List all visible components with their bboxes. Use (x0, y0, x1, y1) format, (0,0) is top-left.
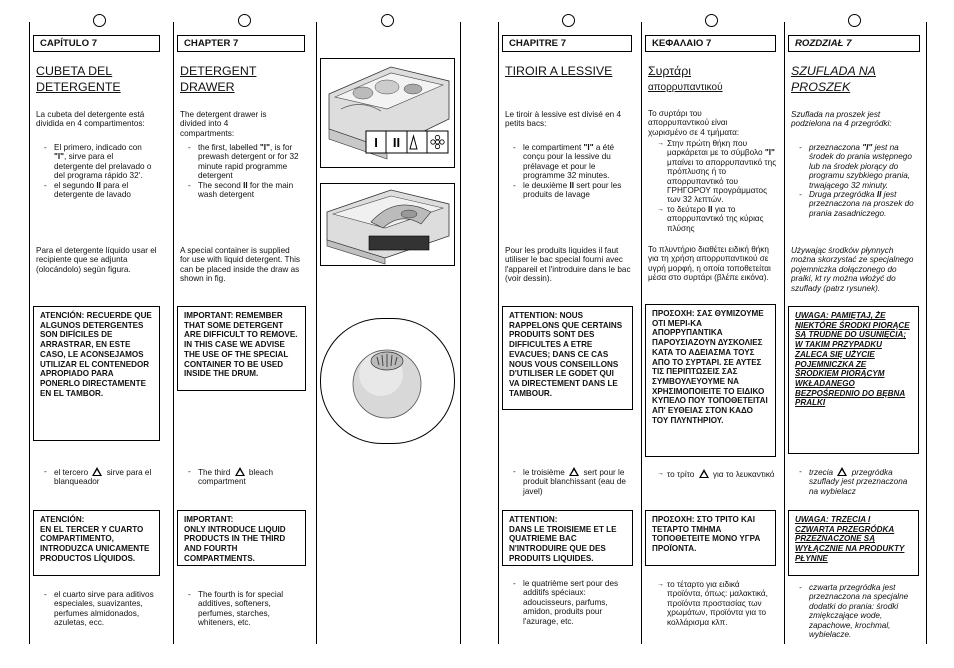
list-item: → το τρίτο για το λευκαντικό (657, 469, 775, 479)
bleach-triangle-icon (92, 467, 102, 476)
list-item: - le quatrième sert pour des additifs spéciaux: adoucisseurs, parfums, amidon, produits pour l'azurage, etc. (513, 579, 633, 626)
label-mainwash: II (392, 135, 401, 150)
warning-box: UWAGA: TRZECIA I CZWARTA PRZEGRÓDKA PRZEZNACZONE SĄ WYŁĄCZNIE NA PRODUKTY PŁYNNE (788, 510, 919, 576)
list-item: → το δεύτερο II για το απορρυπαντικό της κύριας πλύσης (657, 205, 777, 233)
compartment-list (657, 580, 775, 627)
compartment-list (513, 467, 635, 496)
list-item: - le troisième sert pour le produit blanchissant (eau de javel) (513, 467, 635, 496)
liquid-text: Pour les produits liquides il faut utiliser le bac special fourni avec l'appareil et l'introduire dans le bac (voir dessin). (505, 246, 631, 284)
column-rule (316, 22, 317, 644)
list-item: - el cuarto sirve para aditivos especiales, suavizantes, perfumes almidonados, azuletas, ecc. (44, 590, 160, 628)
column-rule (498, 22, 499, 644)
column-rule (460, 22, 461, 644)
column-polish (788, 0, 922, 668)
list-item: - The third bleach compartment (188, 467, 304, 487)
list-item: - The fourth is for special additives, softeners, perfumes, starches, whiteners, etc. (188, 590, 304, 628)
column-french (502, 0, 636, 668)
liquid-text: Para el detergente líquido usar el recipiente que se adjunta (olocándolo) según figura. (36, 246, 157, 274)
compartment-list (799, 583, 921, 639)
compartment-list (44, 467, 160, 487)
column-greek (645, 0, 779, 668)
chapter-heading: ROZDZIAŁ 7 (788, 35, 920, 52)
list-item: → το τέταρτο για ειδικά προϊόντα, όπως: μαλακτικά, προϊόντα προστασίας των χρωμάτων, προϊόντα για το κολλάρισμα κλπ. (657, 580, 775, 627)
chapter-heading: CHAPITRE 7 (502, 35, 632, 52)
compartment-list (44, 143, 154, 199)
warning-box: ATENCIÓN: RECUERDE QUE ALGUNOS DETERGENTES SON DIFÍCILES DE ARRASTRAR, EN ESTE CASO, LE ACONSEJAMOS UTILIZAR EL CONTENEDOR APROPIADO PARA PONERLO DIRECTAMENTE EN EL TAMBOR. (33, 306, 160, 441)
section-title: Συρτάρι απορρυπαντικού (648, 64, 723, 93)
warning-box: IMPORTANT: REMEMBER THAT SOME DETERGENT ARE DIFFICULT TO REMOVE. IN THIS CASE WE ADVISE THE USE OF THE SPECIAL CONTAINER TO BE USED INSIDE THE DRUM. (177, 306, 306, 391)
list-item: - The second II for the main wash detergent (188, 181, 308, 200)
list-item: - le compartiment "I" a été conçu pour la lessive du prélavage et pour le programme 32 minutes. (513, 143, 633, 181)
warning-box: ATTENTION: DANS LE TROISIEME ET LE QUATRIEME BAC N'INTRODUIRE QUE DES PRODUITS LIQUIDES. (502, 510, 633, 566)
chapter-heading: CAPÍTULO 7 (33, 35, 160, 52)
liquid-text: A special container is supplied for use with liquid detergent. This can be placed inside the draw as shown in fig. (180, 246, 300, 284)
column-rule (784, 22, 785, 644)
bleach-triangle-icon (569, 467, 579, 476)
bleach-triangle-icon (699, 469, 709, 478)
chapter-heading: ΚΕΦΑΛΑΙΟ 7 (645, 35, 776, 52)
intro-text: Le tiroir à lessive est divisé en 4 petits bacs: (505, 110, 622, 129)
column-rule (926, 22, 927, 644)
compartment-list (188, 143, 308, 199)
bleach-triangle-icon (837, 467, 847, 476)
column-english (177, 0, 311, 668)
compartment-list (513, 579, 633, 626)
warning-box: IMPORTANT: ONLY INTRODUCE LIQUID PRODUCTS IN THE THIRD AND FOURTH COMPARTMENTS. (177, 510, 306, 566)
section-title: DETERGENT DRAWER (180, 64, 257, 94)
section-title: CUBETA DEL DETERGENTE (36, 64, 121, 94)
column-rule (29, 22, 30, 644)
compartment-list (799, 467, 915, 496)
drawer-illustration (321, 59, 454, 167)
compartment-list (44, 590, 160, 628)
warning-box: ATTENTION: NOUS RAPPELONS QUE CERTAINS PRODUITS SONT DES DIFFICULTES A ETRE EVACUES; DANS CE CAS NOUS VOUS CONSEILLONS D'UTILISER LE GODET QUI VA DIRECTEMENT DANS LE TAMBOUR. (502, 306, 633, 410)
liquid-text: Używając środków płynnych można skorzystać ze specjalnego pojemniczka dołączonego do pralki, kt ry można włożyć do szuflady (patrz rysunek). (791, 246, 914, 293)
section-title: SZUFLADA NA PROSZEK (791, 64, 876, 94)
compartment-list (188, 467, 304, 487)
warning-box: ΠΡΟΣΟΧΗ: ΣΤΟ ΤΡΙΤΟ ΚΑΙ ΤΕΤΑΡΤΟ ΤΜΗΜΑ ΤΟΠΟΘΕΤΕΙΤΕ ΜΟΝΟ ΥΓΡΑ ΠΡΟΪΟΝΤΑ. (645, 510, 776, 566)
intro-text: Szuflada na proszek jest podzielona na 4 przegródki: (791, 110, 892, 129)
section-title: TIROIR A LESSIVE (505, 64, 613, 78)
warning-box: ATENCIÓN: EN EL TERCER Y CUARTO COMPARTIMENTO, INTRODUZCA UNICAMENTE PRODUCTOS LÍQUIDOS. (33, 510, 160, 576)
list-item: - czwarta przegródka jest przeznaczona na specjalne dodatki do prania: środki zmiękczające wode, zapachowe, krochmal, wybielacze. (799, 583, 921, 639)
list-item: → Στην πρώτη θήκη που μαρκάρεται με το σύμβολο "I" μπαίνει το απορρυπαντικό της πρόπλυσης ή το απορρυπαντικό του ΓΡΗΓΟΡΟΥ προγράμματος των 32 λεπτών. (657, 139, 777, 205)
drawer-liquid-container-illustration (321, 184, 454, 265)
drawer-figure-bottom (320, 183, 455, 266)
compartment-list (188, 590, 304, 628)
column-rule (173, 22, 174, 644)
column-figures (320, 0, 456, 668)
warning-box: ΠΡΟΣΟΧΗ: ΣΑΣ ΘΥΜΙΖΟΥΜΕ ΟΤΙ ΜΕΡΙ-ΚΑ ΑΠΟΡΡΥΠΑΝΤΙΚΑ ΠΑΡΟΥΣΙΑΖΟΥΝ ΔΥΣΚΟΛΙΕΣ ΚΑΤΑ ΤΟ ΑΔΕΙΑΣΜΑ ΤΟΥΣ ΑΠΟ ΤΟ ΣΥΡΤΑΡΙ. ΣΕ ΑΥΤΕΣ ΤΙΣ ΠΕΡΙΠΤΩΣΕΙΣ ΣΑΣ ΣΥΜΒΟΥΛΕΥΟΥΜΕ ΝΑ ΧΡΗΣΙΜΟΠΟΙΕΙΤΕ ΤΟ ΕΙΔΙΚΟ ΚΥΠΕΛΟ ΠΟΥ ΤΟΠΟΘΕΤΕΙΤΑΙ ΑΠ' ΕΥΘΕΙΑΣ ΣΤΟΝ ΚΑΔΟ ΤΟΥ ΠΛΥΝΤΗΡΙΟΥ. (645, 304, 776, 457)
list-item: - el segundo II para el detergente de lavado (44, 181, 154, 200)
intro-text: Το συρτάρι του απορρυπαντικού είναι χωρισμένο σε 4 τμήματα: (648, 109, 740, 137)
dosing-ball-figure (320, 318, 455, 444)
bleach-triangle-icon (235, 467, 245, 476)
intro-text: The detergent drawer is divided into 4 compartments: (180, 110, 267, 138)
list-item: - the first, labelled "I", is for prewash detergent or for 32 minute rapid programme detergent (188, 143, 308, 181)
list-item: - Druga przegródka II jest przeznaczona na proszek do prania zasadniczego. (799, 190, 921, 218)
list-item: - el tercero sirve para el blanqueador (44, 467, 160, 487)
label-prewash: I (374, 135, 378, 150)
compartment-list (657, 469, 775, 479)
warning-box: UWAGA: PAMIĘTAJ, ŻE NIEKTÓRE ŚRODKI PIORĄCE SĄ TRUDNE DO USUNIĘCIA; W TAKIM PRZYPADKU ZALECA SIĘ UŻYCIE POJEMNICZKA ZE ŚRODKIEM PIORĄCYM WKŁADANEGO BEZPOŚREDNIO DO BĘBNA PRALKI (788, 306, 919, 454)
column-rule (641, 22, 642, 644)
list-item: - El primero, indicado con "I", sirve para el detergente del prelavado o del programa rápido 32'. (44, 143, 154, 181)
intro-text: La cubeta del detergente está dividida en 4 compartimentos: (36, 110, 145, 129)
compartment-list (657, 139, 777, 233)
compartment-list (513, 143, 633, 199)
list-item: - le deuxième II sert pour les produits de lavage (513, 181, 633, 200)
list-item: - trzecia przegródka szuflady jest przeznaczona na wybielacz (799, 467, 915, 496)
dosing-ball-illustration (321, 319, 454, 443)
list-item: - przeznaczona "I" jest na środek do prania wstępnego lub na środek piorący do programu szybkiego prania, trwającego 32 minuty. (799, 143, 921, 190)
drawer-figure-top (320, 58, 455, 168)
chapter-heading: CHAPTER 7 (177, 35, 305, 52)
liquid-text: Το πλυντήριο διαθέτει ειδική θήκη για τη χρήση απορρυπαντικού σε υγρή μορφή, η οποία τοποθετείται μέσα στο συρτάρι (βλέπε εικόνα). (648, 245, 771, 283)
compartment-list (799, 143, 921, 218)
column-spanish (33, 0, 163, 668)
